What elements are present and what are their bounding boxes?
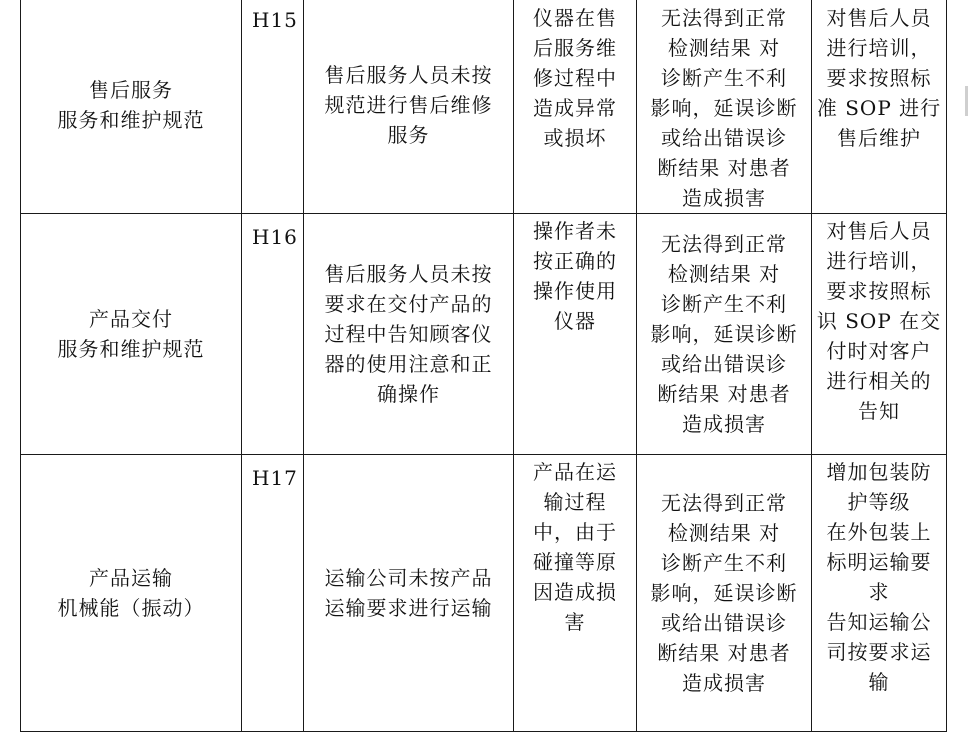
harm-cell (637, 455, 812, 732)
category-line: 售后服务 (89, 78, 173, 102)
situation-cell (514, 455, 637, 732)
harm-line: 无法得到正常 (661, 232, 787, 256)
hazard-line: 确操作 (377, 382, 440, 406)
harm-line: 检测结果 对 (667, 521, 781, 545)
situation-line: 造成异常 (533, 96, 617, 120)
harm-line: 或给出错误诊 (661, 352, 787, 376)
harm-cell (637, 0, 812, 214)
situation-line: 仪器在售 (533, 6, 617, 30)
harm-line: 检测结果 对 (667, 262, 781, 286)
table-row (21, 0, 947, 214)
situation-line: 仪器 (554, 309, 596, 333)
situation-line: 或损坏 (543, 126, 607, 150)
page-edge-mark (965, 86, 968, 116)
control-line: 增加包装防 (826, 460, 932, 484)
hazard-line: 售后服务人员未按 (324, 262, 493, 286)
hazard-line: 服务 (387, 123, 430, 147)
control-line: 要求按照标 (826, 66, 932, 90)
situation-line: 因造成损 (533, 580, 617, 604)
harm-line: 影响，延误诊断 (650, 581, 798, 605)
category-line: 服务和维护规范 (57, 337, 205, 361)
situation-cell (514, 0, 637, 214)
control-line: 告知运输公 (826, 610, 932, 634)
category-line: 产品交付 (89, 307, 173, 331)
harm-line: 造成损害 (682, 412, 766, 436)
situation-cell (514, 214, 637, 455)
harm-line: 造成损害 (682, 186, 766, 210)
hazard-cell (304, 214, 514, 455)
category-line: 机械能（振动） (57, 596, 205, 620)
situation-line: 按正确的 (533, 249, 617, 273)
hazard-id-cell (242, 0, 304, 214)
harm-line: 断结果 对患者 (657, 156, 791, 180)
harm-line: 诊断产生不利 (661, 551, 787, 575)
hazard-cell (304, 0, 514, 214)
control-line: 告知 (858, 399, 900, 423)
control-line: 护等级 (847, 490, 911, 514)
hazard-line: 运输要求进行运输 (324, 596, 493, 620)
control-line: 付时对客户 (826, 339, 932, 363)
category-cell (21, 0, 242, 214)
situation-line: 修过程中 (533, 66, 617, 90)
hazard-line: 运输公司未按产品 (324, 566, 493, 590)
harm-line: 诊断产生不利 (661, 292, 787, 316)
hazard-id: H16 (252, 225, 298, 249)
harm-line: 断结果 对患者 (657, 641, 791, 665)
situation-line: 输过程 (543, 490, 607, 514)
control-line: 进行相关的 (826, 369, 932, 393)
situation-line: 后服务维 (533, 36, 617, 60)
hazard-line: 器的使用注意和正 (324, 352, 493, 376)
harm-line: 或给出错误诊 (661, 611, 787, 635)
hazard-id-cell (242, 455, 304, 732)
situation-line: 碰撞等原 (533, 550, 617, 574)
situation-line: 产品在运 (533, 460, 617, 484)
category-line: 产品运输 (89, 566, 173, 590)
harm-line: 无法得到正常 (661, 6, 787, 30)
hazard-id: H17 (252, 466, 298, 490)
category-cell (21, 214, 242, 455)
situation-line: 操作者未 (533, 219, 617, 243)
harm-line: 断结果 对患者 (657, 382, 791, 406)
control-line: 对售后人员 (826, 6, 932, 30)
hazard-line: 要求在交付产品的 (324, 292, 493, 316)
table-row (21, 214, 947, 455)
harm-line: 造成损害 (682, 671, 766, 695)
harm-line: 影响，延误诊断 (650, 322, 798, 346)
harm-line: 无法得到正常 (661, 491, 787, 515)
control-line: 进行培训， (826, 36, 932, 60)
control-cell (812, 0, 947, 214)
risk-analysis-table (20, 0, 947, 732)
control-line: 求 (868, 580, 890, 604)
control-line: 识 SOP 在交 (816, 309, 942, 333)
control-cell (812, 455, 947, 732)
control-line: 输 (868, 670, 890, 694)
control-line: 标明运输要 (826, 550, 932, 574)
category-cell (21, 455, 242, 732)
control-line: 准 SOP 进行 (816, 96, 942, 120)
harm-line: 影响，延误诊断 (650, 96, 798, 120)
hazard-id-cell (242, 214, 304, 455)
harm-line: 诊断产生不利 (661, 66, 787, 90)
control-line: 对售后人员 (826, 219, 932, 243)
category-line: 服务和维护规范 (57, 108, 205, 132)
harm-cell (637, 214, 812, 455)
control-line: 要求按照标 (826, 279, 932, 303)
control-line: 进行培训， (826, 249, 932, 273)
table-row (21, 455, 947, 732)
control-line: 在外包装上 (826, 520, 932, 544)
control-line: 售后维护 (837, 126, 921, 150)
harm-line: 检测结果 对 (667, 36, 781, 60)
control-cell (812, 214, 947, 455)
situation-line: 中，由于 (533, 520, 617, 544)
situation-line: 害 (564, 610, 586, 634)
hazard-cell (304, 455, 514, 732)
situation-line: 操作使用 (533, 279, 617, 303)
hazard-line: 规范进行售后维修 (324, 93, 493, 117)
hazard-line: 售后服务人员未按 (324, 63, 493, 87)
hazard-id: H15 (252, 8, 298, 32)
hazard-line: 过程中告知顾客仪 (324, 322, 493, 346)
control-line: 司按要求运 (826, 640, 932, 664)
harm-line: 或给出错误诊 (661, 126, 787, 150)
